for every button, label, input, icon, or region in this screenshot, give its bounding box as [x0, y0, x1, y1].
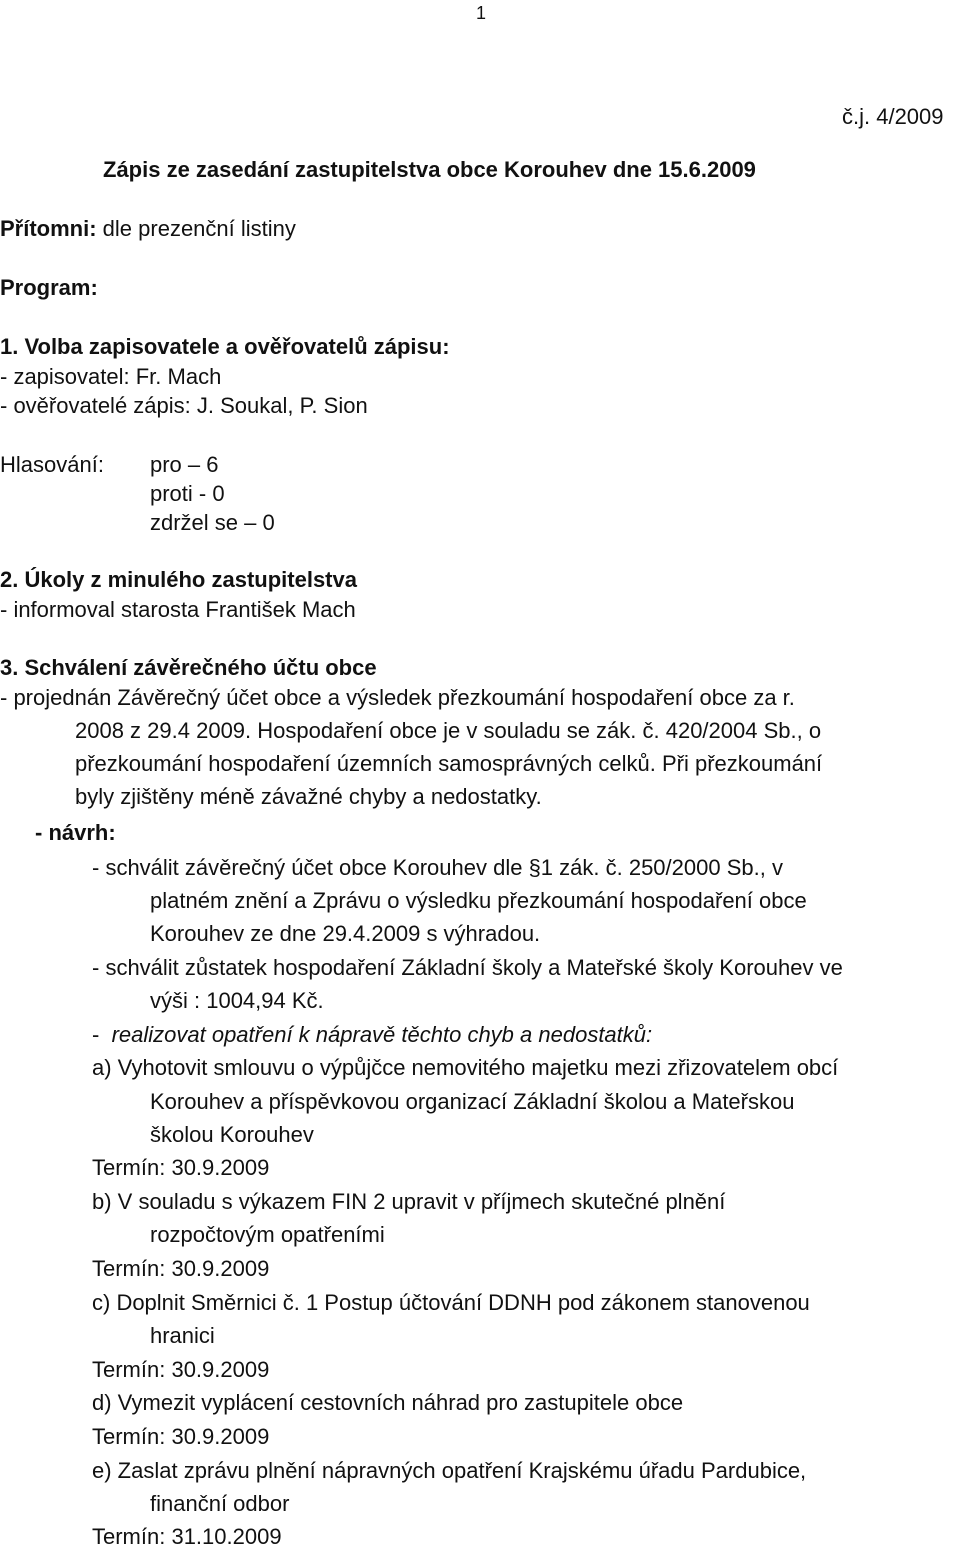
- item2-line: - informoval starosta František Mach: [0, 597, 356, 622]
- proposal-point-line: - schválit závěrečný účet obce Korouhev dle §1 zák. č. 250/2000 Sb., v: [92, 855, 783, 880]
- task-line: b) V souladu s výkazem FIN 2 upravit v příjmech skutečné plnění: [92, 1189, 726, 1214]
- task-line: a) Vyhotovit smlouvu o výpůjčce nemovitého majetku mezi zřizovatelem obcí: [92, 1055, 839, 1080]
- vote-label: Hlasování:: [0, 452, 104, 477]
- vote-against: proti - 0: [150, 481, 225, 506]
- page-number: 1: [476, 3, 487, 23]
- reference-number: č.j. 4/2009: [842, 104, 944, 129]
- vote-pro: pro – 6: [150, 452, 219, 477]
- task-line: hranici: [150, 1323, 215, 1348]
- proposal-point-line: - schválit zůstatek hospodaření Základní školy a Mateřské školy Korouhev ve: [92, 955, 843, 980]
- present-line: [0, 216, 296, 242]
- task-deadline: Termín: 30.9.2009: [92, 1357, 270, 1382]
- proposal-label: - návrh:: [35, 820, 116, 845]
- document-title: Zápis ze zasedání zastupitelstva obce Korouhev dne 15.6.2009: [103, 157, 756, 182]
- remedy-heading-text: realizovat opatření k nápravě těchto chyb a nedostatků:: [111, 1022, 653, 1047]
- present-value: dle prezenční listiny: [96, 216, 296, 241]
- present-label: Přítomni:: [0, 216, 97, 241]
- proposal-point-line: výši : 1004,94 Kč.: [150, 988, 324, 1013]
- item1-heading: 1. Volba zapisovatele a ověřovatelů zápisu:: [0, 334, 450, 359]
- vote-abstain: zdržel se – 0: [150, 510, 275, 535]
- task-deadline: Termín: 31.10.2009: [92, 1524, 282, 1549]
- item3-heading: 3. Schválení závěrečného účtu obce: [0, 655, 377, 680]
- task-line: rozpočtovým opatřeními: [150, 1222, 385, 1247]
- item3-paragraph-line: 2008 z 29.4 2009. Hospodaření obce je v souladu se zák. č. 420/2004 Sb., o: [75, 718, 822, 743]
- task-line: školou Korouhev: [150, 1122, 314, 1147]
- proposal-point-line: platném znění a Zprávu o výsledku přezkoumání hospodaření obce: [150, 888, 807, 913]
- item3-paragraph-line: - projednán Závěrečný účet obce a výsledek přezkoumání hospodaření obce za r.: [0, 685, 795, 710]
- task-deadline: Termín: 30.9.2009: [92, 1155, 270, 1180]
- item1-verifiers: - ověřovatelé zápis: J. Soukal, P. Sion: [0, 393, 368, 418]
- task-line: e) Zaslat zprávu plnění nápravných opatření Krajskému úřadu Pardubice,: [92, 1458, 807, 1483]
- task-deadline: Termín: 30.9.2009: [92, 1424, 270, 1449]
- task-line: c) Doplnit Směrnici č. 1 Postup účtování DDNH pod zákonem stanovenou: [92, 1290, 810, 1315]
- item1-recorder: - zapisovatel: Fr. Mach: [0, 364, 222, 389]
- task-deadline: Termín: 30.9.2009: [92, 1256, 270, 1281]
- remedy-dash: -: [92, 1022, 100, 1047]
- proposal-point-line: Korouhev ze dne 29.4.2009 s výhradou.: [150, 921, 541, 946]
- task-line: d) Vymezit vyplácení cestovních náhrad pro zastupitele obce: [92, 1390, 684, 1415]
- task-line: finanční odbor: [150, 1491, 290, 1516]
- remedy-heading: [92, 1022, 652, 1048]
- item3-paragraph-line: byly zjištěny méně závažné chyby a nedostatky.: [75, 784, 542, 809]
- program-label: Program:: [0, 275, 98, 300]
- task-line: Korouhev a příspěvkovou organizací Základní školou a Mateřskou: [150, 1089, 795, 1114]
- item2-heading: 2. Úkoly z minulého zastupitelstva: [0, 567, 357, 592]
- item3-paragraph-line: přezkoumání hospodaření územních samosprávných celků. Při přezkoumání: [75, 751, 823, 776]
